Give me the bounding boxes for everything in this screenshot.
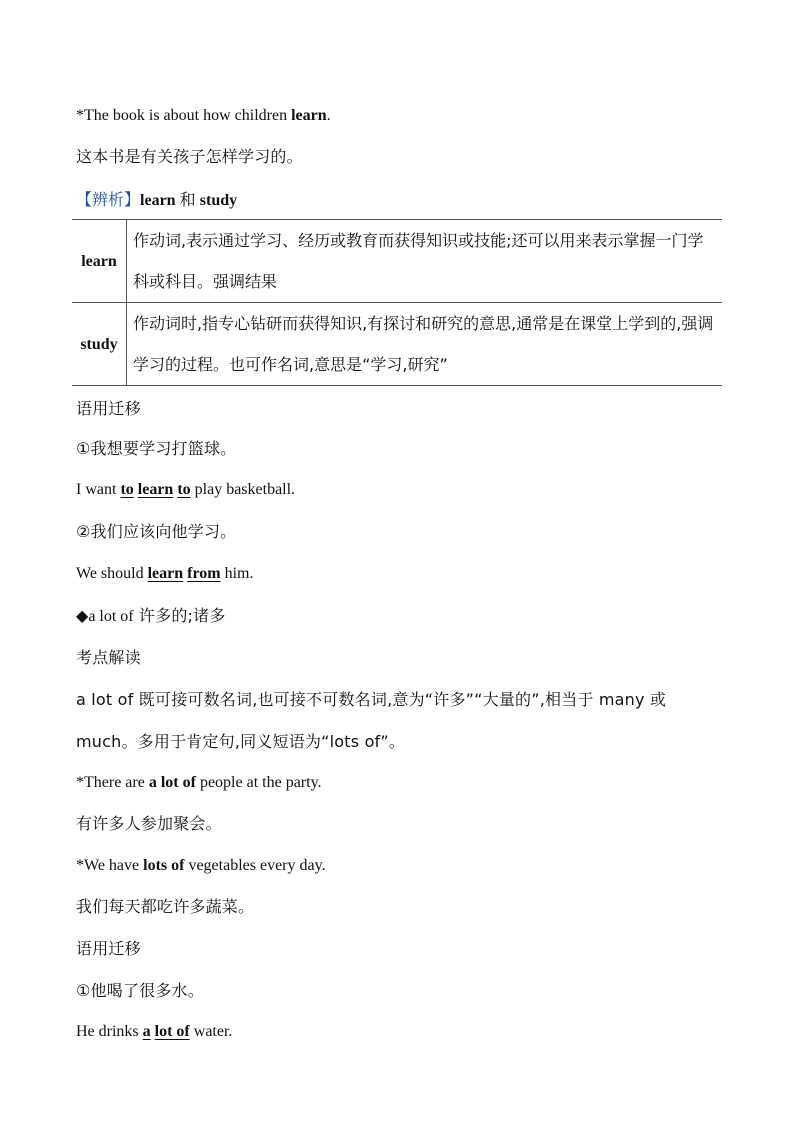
practice-question-2: ②我们应该向他学习。 xyxy=(76,522,237,541)
practice-answer-2: We should learn from him. xyxy=(76,565,254,582)
answer-blank: lot of xyxy=(154,1023,190,1040)
practice-title-1: 语用迁移 xyxy=(76,399,141,418)
analysis-heading xyxy=(76,189,237,212)
table-row xyxy=(72,303,722,386)
example-keyword: learn xyxy=(291,107,327,124)
example-translation-1: 这本书是有关孩子怎样学习的。 xyxy=(76,147,303,166)
example-sentence-2: *There are a lot of people at the party. xyxy=(76,774,322,791)
table-row xyxy=(72,220,722,303)
practice-question-3: ①他喝了很多水。 xyxy=(76,981,204,1000)
example-text: . xyxy=(326,107,331,124)
example-text: *The book is about how children xyxy=(76,107,292,124)
answer-blank: a xyxy=(142,1023,151,1040)
example-translation-3: 我们每天都吃许多蔬菜。 xyxy=(76,897,255,916)
diamond-icon: ◆ xyxy=(76,608,89,625)
explain-line-2: much。多用于肯定句,同义短语为“lots of”。 xyxy=(76,732,406,751)
analysis-and: 和 xyxy=(179,190,196,209)
analysis-word-1: learn xyxy=(140,192,176,209)
practice-answer-1: I want to learn to play basketball. xyxy=(76,481,296,498)
table-desc: 作动词时,指专心钻研而获得知识,有探讨和研究的意思,通常是在课堂上学到的,强调学习的过程。也可作名词,意思是“学习,研究” xyxy=(127,303,723,386)
explain-title: 考点解读 xyxy=(76,648,141,667)
explain-line-1: a lot of 既可接可数名词,也可接不可数名词,意为“许多”“大量的”,相当于 many 或 xyxy=(76,690,667,709)
comparison-table xyxy=(72,219,722,386)
answer-blank: to xyxy=(120,481,134,498)
answer-blank: from xyxy=(187,565,221,582)
phrase-heading: ◆a lot of 许多的;诸多 xyxy=(76,606,226,625)
example-sentence-1 xyxy=(76,105,331,127)
answer-blank: learn xyxy=(137,481,174,498)
practice-answer-3: He drinks a lot of water. xyxy=(76,1023,233,1040)
analysis-word-2: study xyxy=(199,192,238,209)
analysis-bracket: 【辨析】 xyxy=(76,190,141,209)
example-sentence-3: *We have lots of vegetables every day. xyxy=(76,857,326,874)
practice-question-1: ①我想要学习打篮球。 xyxy=(76,439,237,458)
table-desc: 作动词,表示通过学习、经历或教育而获得知识或技能;还可以用来表示掌握一门学科或科目。强调结果 xyxy=(127,220,723,303)
example-translation-2: 有许多人参加聚会。 xyxy=(76,814,222,833)
table-word: learn xyxy=(72,220,127,303)
answer-blank: to xyxy=(177,481,191,498)
practice-title-2: 语用迁移 xyxy=(76,939,141,958)
table-word: study xyxy=(72,303,127,386)
answer-blank: learn xyxy=(147,565,184,582)
